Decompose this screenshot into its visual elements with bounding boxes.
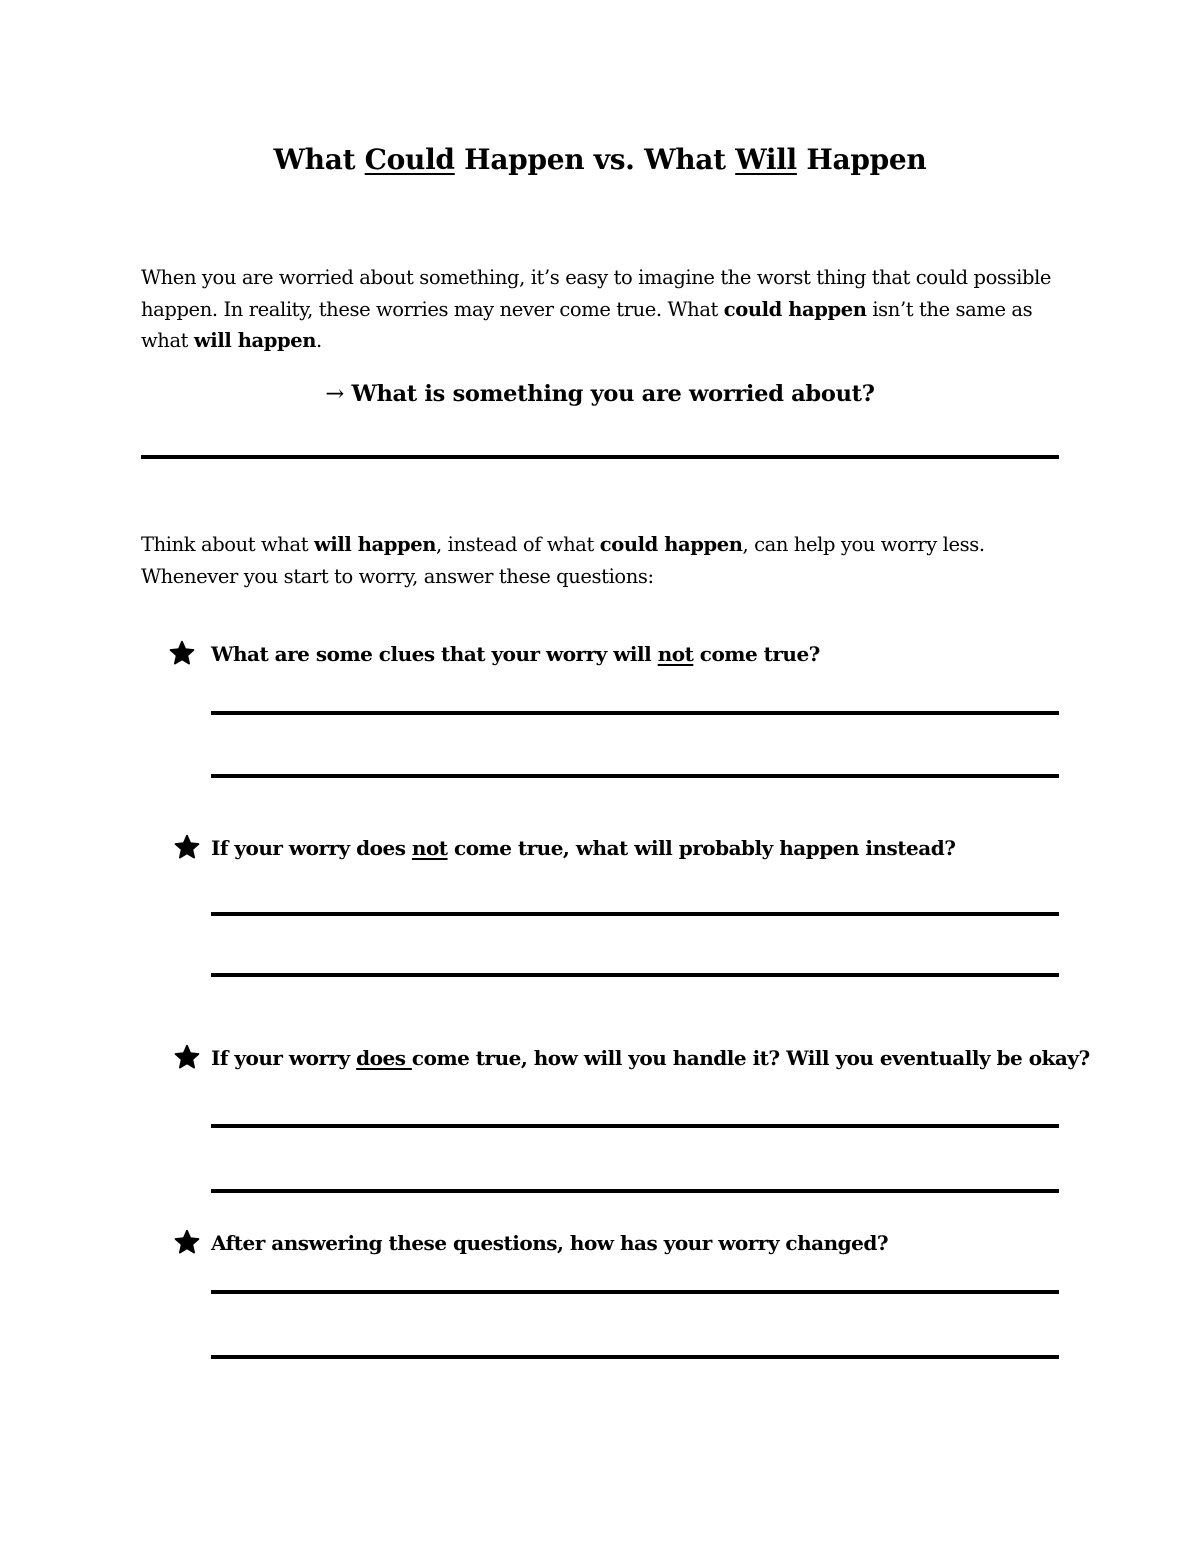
answer-line-q4-a[interactable] [211,1290,1059,1294]
star-icon [174,1044,200,1070]
intro-paragraph: When you are worried about something, it’s easy to imagine the worst thing that could possible happen. In reality, these worries may never come true. What could happen isn’t the same as what will happen. [141,266,1052,352]
question-4: After answering these questions, how has your worry changed? [211,1231,889,1255]
answer-line-q2-a[interactable] [211,912,1059,916]
title-text: Happen vs. What [454,143,736,176]
answer-line-q3-a[interactable] [211,1124,1059,1128]
answer-line-worry[interactable] [141,455,1059,459]
answer-line-q1-b[interactable] [211,774,1059,778]
think-paragraph: Think about what will happen, instead of what could happen, can help you worry less. Whenever you start to worry, answer these questions: [141,533,985,588]
star-icon [174,834,200,860]
answer-line-q3-b[interactable] [211,1189,1059,1193]
star-icon [174,1229,200,1255]
star-icon [169,640,195,666]
question-2: If your worry does not come true, what will probably happen instead? [211,836,956,860]
title-could-underlined: Could [364,143,455,176]
arrow-icon: → [325,381,344,407]
answer-line-q1-a[interactable] [211,711,1059,715]
answer-line-q2-b[interactable] [211,973,1059,977]
title-text: Happen [796,143,927,176]
page-title [0,140,1200,180]
question-3: If your worry does come true, how will you handle it? Will you eventually be okay? [211,1046,1090,1070]
title-text: What [273,143,365,176]
answer-line-q4-b[interactable] [211,1355,1059,1359]
question-1: What are some clues that your worry will not come true? [211,642,820,666]
worry-prompt: → What is something you are worried about? [325,381,875,407]
title-will-underlined: Will [735,143,797,176]
